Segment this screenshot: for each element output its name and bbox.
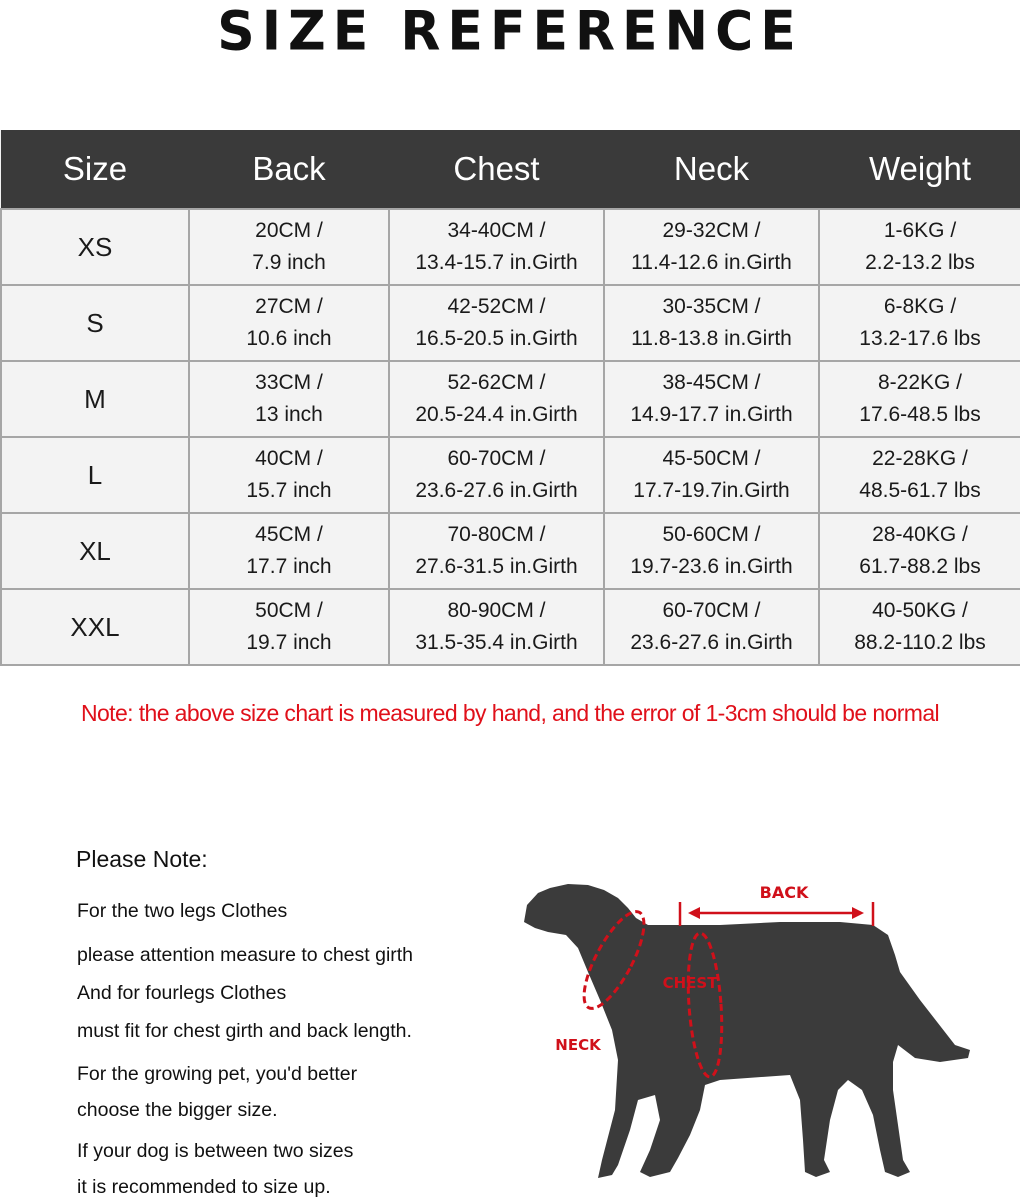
please-note-line: If your dog is between two sizes xyxy=(77,1140,354,1162)
back-inch: 19.7 inch xyxy=(246,631,332,654)
header-neck: Neck xyxy=(604,130,819,209)
size-cell: XXL xyxy=(1,589,189,665)
chest-inch: 20.5-24.4 in.Girth xyxy=(415,403,578,426)
neck-inch: 17.7-19.7in.Girth xyxy=(633,479,790,502)
weight-cell xyxy=(819,209,1020,285)
neck-inch: 23.6-27.6 in.Girth xyxy=(630,631,793,654)
chest-cm: 70-80CM / xyxy=(447,523,546,546)
back-cm: 45CM / xyxy=(255,523,323,546)
dog-silhouette xyxy=(524,884,970,1178)
back-inch: 15.7 inch xyxy=(246,479,332,502)
back-inch: 10.6 inch xyxy=(246,327,332,350)
back-inch: 17.7 inch xyxy=(246,555,332,578)
neck-label: NECK xyxy=(555,1036,601,1054)
weight-kg: 28-40KG / xyxy=(872,523,968,546)
back-cm: 33CM / xyxy=(255,371,323,394)
weight-cell xyxy=(819,361,1020,437)
please-note-title: Please Note: xyxy=(76,846,208,872)
weight-kg: 6-8KG / xyxy=(883,295,957,318)
back-cm: 27CM / xyxy=(255,295,323,318)
neck-inch: 14.9-17.7 in.Girth xyxy=(630,403,793,426)
weight-lbs: 61.7-88.2 lbs xyxy=(859,555,981,578)
dog-measurement-diagram xyxy=(515,865,985,1185)
table-row xyxy=(1,513,1020,589)
header-back: Back xyxy=(189,130,389,209)
neck-inch: 11.8-13.8 in.Girth xyxy=(631,327,792,350)
table-row xyxy=(1,361,1020,437)
header-chest: Chest xyxy=(389,130,604,209)
neck-cm: 30-35CM / xyxy=(662,295,761,318)
weight-cell xyxy=(819,513,1020,589)
neck-cell xyxy=(604,513,819,589)
please-note-line: And for fourlegs Clothes xyxy=(77,982,287,1004)
neck-cell xyxy=(604,589,819,665)
back-cell xyxy=(189,209,389,285)
chest-cell xyxy=(389,361,604,437)
please-note-line: must fit for chest girth and back length. xyxy=(77,1020,412,1042)
neck-inch: 19.7-23.6 in.Girth xyxy=(630,555,793,578)
size-cell: S xyxy=(1,285,189,361)
neck-cell xyxy=(604,437,819,513)
table-row xyxy=(1,589,1020,665)
back-cm: 20CM / xyxy=(255,219,323,242)
chest-cell xyxy=(389,513,604,589)
size-cell: L xyxy=(1,437,189,513)
chest-inch: 16.5-20.5 in.Girth xyxy=(415,327,578,350)
weight-kg: 40-50KG / xyxy=(872,599,968,622)
weight-cell xyxy=(819,589,1020,665)
weight-cell xyxy=(819,285,1020,361)
back-inch: 7.9 inch xyxy=(252,251,326,274)
please-note-line: For the growing pet, you'd better xyxy=(77,1063,358,1085)
neck-cm: 29-32CM / xyxy=(662,219,761,242)
back-cell xyxy=(189,361,389,437)
please-note-line: choose the bigger size. xyxy=(77,1099,278,1121)
chest-cell xyxy=(389,285,604,361)
size-table xyxy=(0,130,1020,666)
please-note-line: please attention measure to chest girth xyxy=(77,944,414,966)
neck-cell xyxy=(604,361,819,437)
weight-kg: 1-6KG / xyxy=(883,219,957,242)
size-cell: M xyxy=(1,361,189,437)
size-cell: XL xyxy=(1,513,189,589)
back-label: BACK xyxy=(759,883,809,902)
weight-cell xyxy=(819,437,1020,513)
neck-cell xyxy=(604,285,819,361)
table-row xyxy=(1,437,1020,513)
table-row xyxy=(1,209,1020,285)
please-note-line: For the two legs Clothes xyxy=(77,900,288,922)
neck-cm: 60-70CM / xyxy=(662,599,761,622)
weight-lbs: 2.2-13.2 lbs xyxy=(865,251,975,274)
chest-inch: 23.6-27.6 in.Girth xyxy=(415,479,578,502)
chest-cm: 34-40CM / xyxy=(447,219,546,242)
header-weight: Weight xyxy=(819,130,1020,209)
chest-cell xyxy=(389,437,604,513)
back-cm: 40CM / xyxy=(255,447,323,470)
neck-cell xyxy=(604,209,819,285)
back-inch: 13 inch xyxy=(255,403,323,426)
weight-lbs: 88.2-110.2 lbs xyxy=(854,631,986,654)
header-size: Size xyxy=(1,130,189,209)
chest-cm: 42-52CM / xyxy=(447,295,546,318)
chest-inch: 31.5-35.4 in.Girth xyxy=(415,631,578,654)
neck-cm: 45-50CM / xyxy=(662,447,761,470)
table-header-row xyxy=(1,130,1020,209)
neck-inch: 11.4-12.6 in.Girth xyxy=(631,251,792,274)
weight-lbs: 48.5-61.7 lbs xyxy=(859,479,981,502)
chest-cm: 80-90CM / xyxy=(447,599,546,622)
measurement-note: Note: the above size chart is measured by hand, and the error of 1-3cm should be normal xyxy=(80,700,940,726)
chest-cell xyxy=(389,209,604,285)
chest-label: CHEST xyxy=(662,974,718,992)
weight-kg: 22-28KG / xyxy=(872,447,968,470)
size-cell: XS xyxy=(1,209,189,285)
chest-cm: 52-62CM / xyxy=(447,371,546,394)
back-cm: 50CM / xyxy=(255,599,323,622)
neck-cm: 50-60CM / xyxy=(662,523,761,546)
chest-cm: 60-70CM / xyxy=(447,447,546,470)
table-row xyxy=(1,285,1020,361)
chest-inch: 27.6-31.5 in.Girth xyxy=(415,555,578,578)
weight-lbs: 13.2-17.6 lbs xyxy=(859,327,981,350)
chest-inch: 13.4-15.7 in.Girth xyxy=(415,251,578,274)
page-title: SIZE REFERENCE xyxy=(217,0,803,63)
back-cell xyxy=(189,589,389,665)
weight-lbs: 17.6-48.5 lbs xyxy=(859,403,981,426)
please-note-line: it is recommended to size up. xyxy=(77,1176,331,1198)
back-cell xyxy=(189,437,389,513)
chest-cell xyxy=(389,589,604,665)
weight-kg: 8-22KG / xyxy=(877,371,963,394)
neck-cm: 38-45CM / xyxy=(662,371,761,394)
back-cell xyxy=(189,285,389,361)
back-cell xyxy=(189,513,389,589)
